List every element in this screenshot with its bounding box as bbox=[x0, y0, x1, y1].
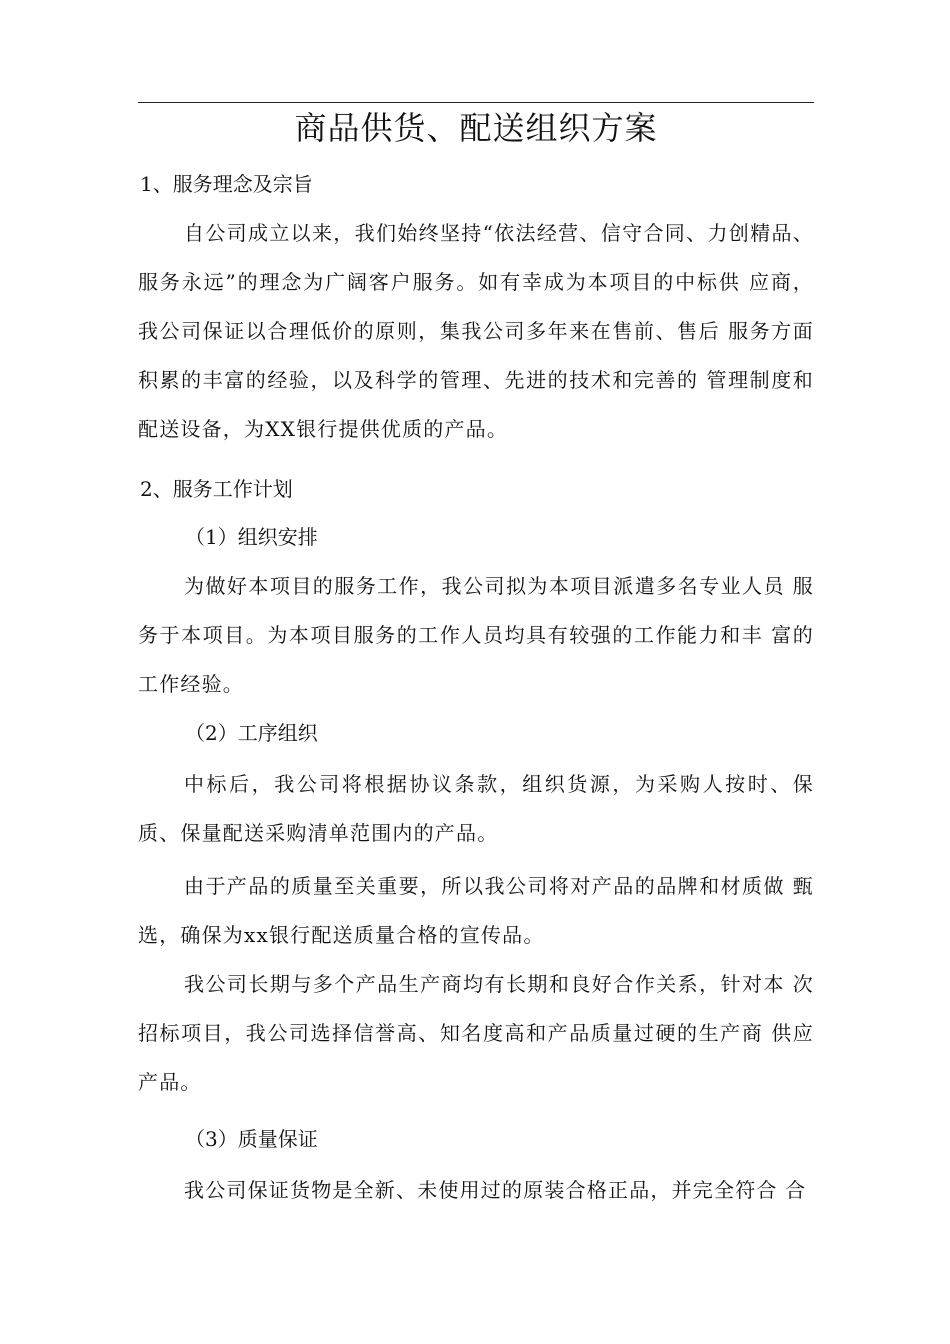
section-1-heading: 1、服务理念及宗旨 bbox=[140, 172, 313, 196]
subsection-1-paragraph: 为做好本项目的服务工作，我公司拟为本项目派遣多名专业人员 服务于本项目。为本项目服务的工作人员均具有较强的工作能力和丰 富的工作经验。 bbox=[138, 574, 814, 696]
subsection-1-heading: （1）组织安排 bbox=[185, 525, 318, 549]
section-2-heading: 2、服务工作计划 bbox=[140, 477, 293, 501]
subsection-3-paragraph: 我公司保证货物是全新、未使用过的原装合格正品，并完全符合 合 bbox=[184, 1178, 807, 1202]
subsection-2-heading: （2）工序组织 bbox=[185, 721, 318, 745]
header-rule bbox=[138, 102, 814, 103]
document-title: 商品供货、配送组织方案 bbox=[294, 109, 658, 147]
subsection-2-paragraph-2: 由于产品的质量至关重要，所以我公司将对产品的品牌和材质做 甄选，确保为xx银行配送质量合格的宣传品。 bbox=[138, 874, 814, 947]
subsection-2-paragraph-1: 中标后，我公司将根据协议条款，组织货源，为采购人按时、保质、保量配送采购清单范围内的产品。 bbox=[138, 772, 814, 845]
subsection-2-paragraph-3: 我公司长期与多个产品生产商均有长期和良好合作关系，针对本 次招标项目，我公司选择信誉高、知名度高和产品质量过硬的生产商 供应产品。 bbox=[138, 972, 814, 1094]
section-1-paragraph: 自公司成立以来，我们始终坚持“依法经营、信守合同、力创精品、服务永远”的理念为广阔客户服务。如有幸成为本项目的中标供 应商，我公司保证以合理低价的原则，集我公司多年来在售前、售后 服务方面积累的丰富的经验，以及科学的管理、先进的技术和完善的 管理制度和配送设备，为XX银行提供优质的产品。 bbox=[138, 221, 814, 441]
subsection-3-heading: （3）质量保证 bbox=[185, 1127, 318, 1151]
